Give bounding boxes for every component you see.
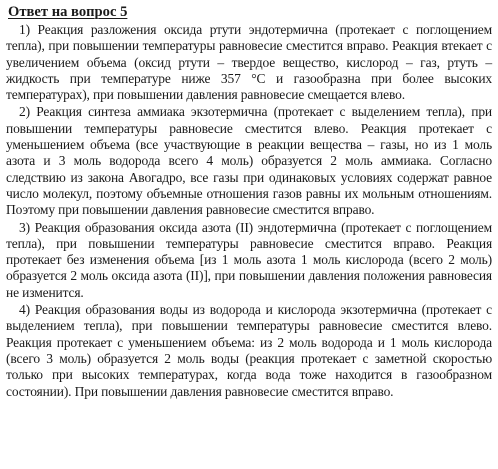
paragraph-nitrogen-oxide: 3) Реакция образования оксида азота (II) эндотермична (протекает с поглощением тепла), при повышении температуры равновесие сместится вправо. Реакция протекает без изменения объема [из 1 моль азота 1 моль кислорода (всего 2 моль) образуется 2 моль оксида азота (II)], при повышении давления положения равновесия не изменится. [6, 219, 492, 300]
answer-heading: Ответ на вопрос 5 [8, 4, 128, 20]
paragraph-ammonia-synthesis: 2) Реакция синтеза аммиака экзотермична (протекает с выделением тепла), при повышении температуры равновесие сместится влево. Реакция протекает с уменьшением объема (все участвующие в реакции вещества – газы, но из 1 моль азота и 3 моль водорода всего 4 моль) образуется 2 моль аммиака. Согласно следствию из закона Авогадро, все газы при одинаковых условиях содержат равное число молекул, поэтому объемные отношения газов равны их мольным отношениям. Поэтому при повышении давления равновесие сместится вправо. [6, 104, 492, 218]
paragraph-mercury-oxide: 1) Реакция разложения оксида ртути эндотермична (протекает с поглощением тепла), при повышении температуры равновесие сместится вправо. Реакция втекает с увеличением объема (оксид ртути – твердое вещество, кислород – газ, ртуть – жидкость при температуре ниже 357 °С и газообразна при более высоких температурах), при повышении давления равновесие смещается влево. [6, 22, 492, 103]
paragraph-water-formation: 4) Реакция образования воды из водорода и кислорода экзотермична (протекает с выделением тепла), при повышении температуры равновесие сместится влево. Реакция протекает с уменьшением объема: из 2 моль водорода и 1 моль кислорода (всего 3 моль) образуется 2 моль воды (реакция протекает с заметной скоростью только при высоких температурах, когда вода тоже находится в газообразном состоянии). При повышении давления равновесие сместится вправо. [6, 302, 492, 399]
